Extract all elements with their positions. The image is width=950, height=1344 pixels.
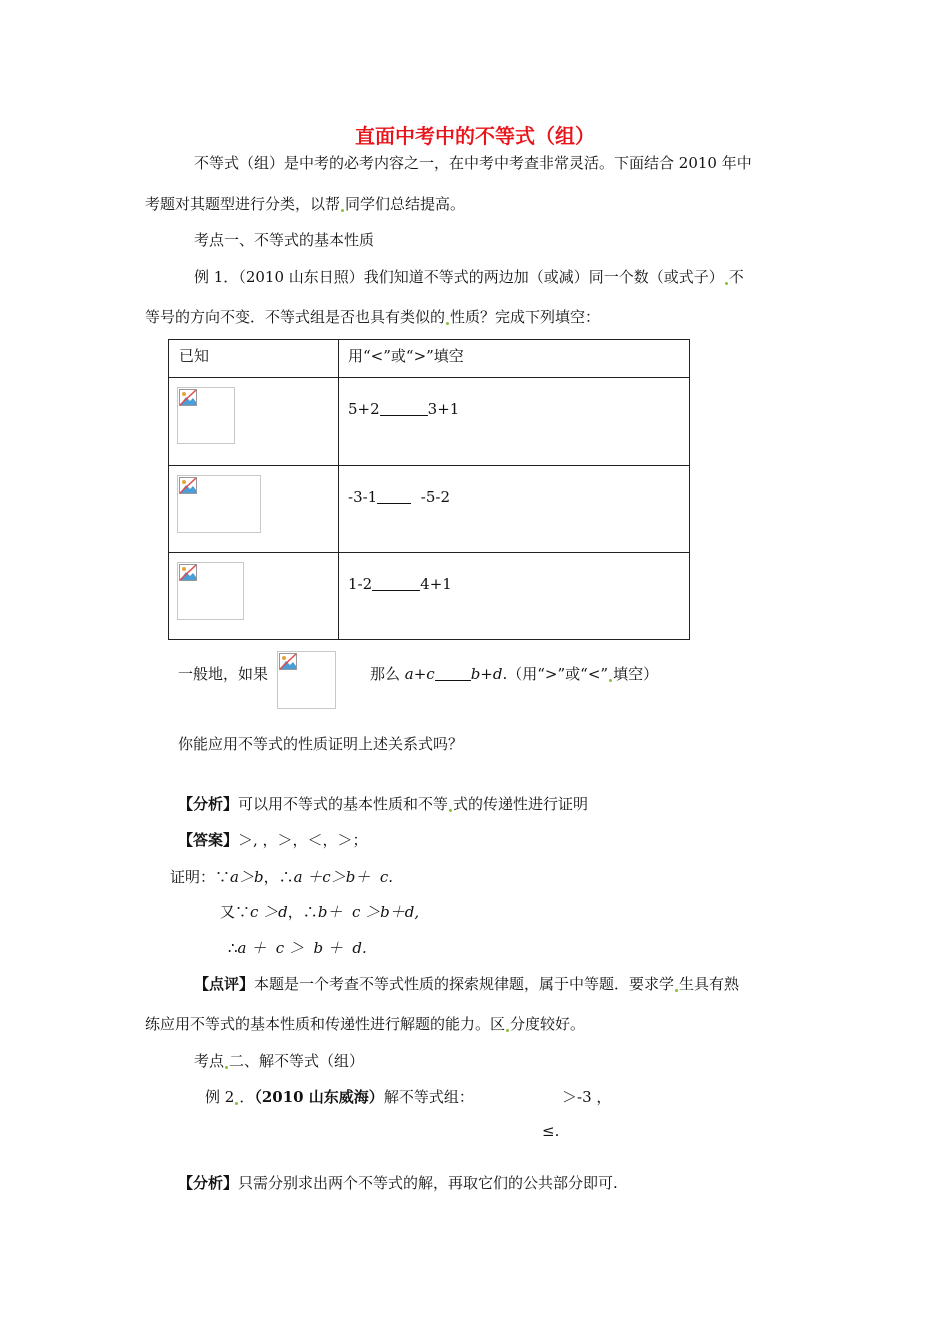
answer-1: 【答案】＞, ，＞，＜，＞； [178,831,368,849]
table-header-row [169,340,690,378]
analysis-2: 【分析】只需分别求出两个不等式的解，再取它们的公共部分即可. [178,1174,618,1192]
table-header-fill: 用“<”或“>”填空 [339,340,690,378]
general-conclusion: 那么 a+c b+d.（用“>”或“<” 填空） [370,665,659,683]
intro-line-1: 不等式（组）是中考的必考内容之一，在中考中考查非常灵活。下面结合 2010 年中 [194,154,752,172]
answer-blank [372,576,420,591]
inequality-2: ≤. [542,1122,560,1140]
section-1-heading: 考点一、不等式的基本性质 [194,231,375,249]
fill-in-table [168,339,690,640]
inequality-1: ＞-3 ， [562,1088,612,1106]
general-prefix: 一般地，如果 [178,665,269,683]
example-1-line-2: 等号的方向不变．不等式组是否也具有类似的 性质？完成下列填空： [145,308,601,326]
intro-line-2: 考题对其题型进行分类，以帮 同学们总结提高。 [145,195,466,213]
proof-line-2: 又∵c ＞d，∴b＋ c ＞b＋d, [220,903,420,921]
table-row [169,466,690,553]
marker-dot [449,809,452,812]
broken-image-icon [177,475,261,533]
page-title: 直面中考中的不等式（组） [355,124,595,148]
table-header-known: 已知 [169,340,339,378]
comment-1-line-1: 【点评】本题是一个考查不等式性质的探索规律题，属于中等题．要求学 生具有熟 [194,975,740,993]
marker-dot [225,1066,228,1069]
marker-dot [446,322,449,325]
answer-blank [380,401,428,416]
expression-1: 5+2 3+1 [348,400,460,418]
comment-1-line-2: 练应用不等式的基本性质和传递性进行解题的能力。区 分度较好。 [145,1015,586,1033]
broken-image-icon [177,562,244,620]
section-2-heading: 考点 二、解不等式（组） [194,1052,365,1070]
marker-dot [506,1029,509,1032]
expression-2: -3-1 -5-2 [348,488,450,506]
marker-dot [609,679,612,682]
marker-dot [235,1102,238,1105]
marker-dot [341,209,344,212]
marker-dot [675,989,678,992]
broken-image-icon [177,387,235,444]
answer-blank [377,489,411,504]
expression-3: 1-2 4+1 [348,575,452,593]
example-2-line: 例 2 ．（2010 山东威海）解不等式组： [205,1088,474,1106]
answer-blank [435,666,471,681]
analysis-1: 【分析】可以用不等式的基本性质和不等 式的传递性进行证明 [178,795,589,813]
broken-image-icon [277,651,336,709]
marker-dot [725,282,728,285]
proof-line-1: 证明：∵a＞b，∴a ＋c＞b＋ c. [170,868,393,886]
proof-line-3: ∴a ＋ c ＞ b ＋ d. [228,939,367,957]
question: 你能应用不等式的性质证明上述关系式吗？ [178,735,464,753]
table-row [169,378,690,466]
example-1-line-1: 例 1．（2010 山东日照）我们知道不等式的两边加（或减）同一个数（或式子） 不 [194,268,744,286]
table-row [169,553,690,640]
